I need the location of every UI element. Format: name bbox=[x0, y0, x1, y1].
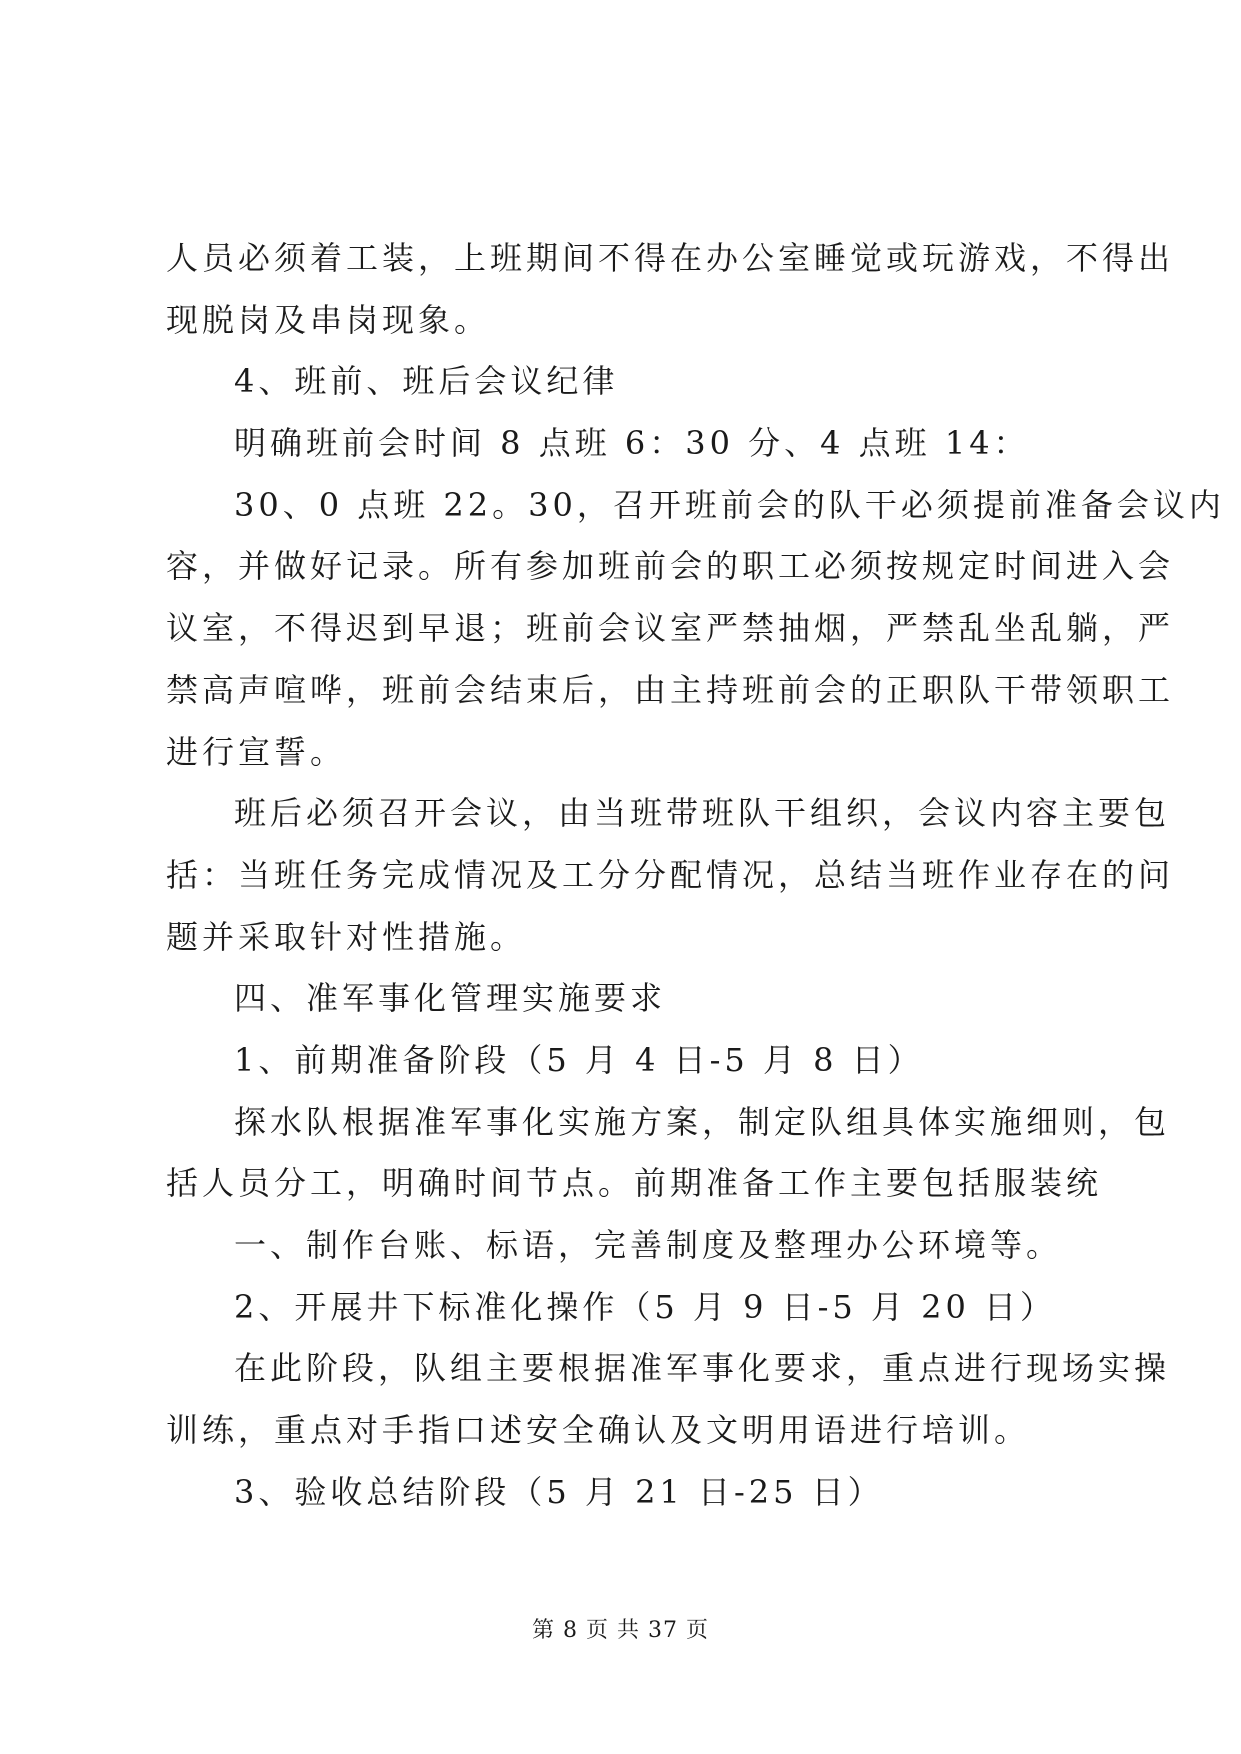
section-heading: 2、开展井下标准化操作（5 月 9 日-5 月 20 日） bbox=[234, 1287, 1057, 1326]
text-line: 禁高声喧哗，班前会结束后，由主持班前会的正职队干带领职工 bbox=[166, 670, 1175, 709]
section-heading: 四、准军事化管理实施要求 bbox=[234, 979, 667, 1018]
text-line: 人员必须着工装，上班期间不得在办公室睡觉或玩游戏，不得出 bbox=[166, 239, 1175, 277]
text-line: 一、制作台账、标语，完善制度及整理办公环境等。 bbox=[234, 1226, 1063, 1264]
section-heading: 3、验收总结阶段（5 月 21 日-25 日） bbox=[234, 1472, 884, 1511]
text-line: 班后必须召开会议，由当班带班队干组织，会议内容主要包 bbox=[234, 794, 1171, 833]
text-line: 现脱岗及串岗现象。 bbox=[166, 300, 491, 339]
text-line: 进行宣誓。 bbox=[166, 732, 347, 771]
section-heading: 4、班前、班后会议纪律 bbox=[234, 362, 619, 401]
text-line: 在此阶段，队组主要根据准军事化要求，重点进行现场实操 bbox=[234, 1349, 1171, 1388]
text-line: 容，并做好记录。所有参加班前会的职工必须按规定时间进入会 bbox=[166, 547, 1175, 586]
text-line: 括：当班任务完成情况及工分分配情况，总结当班作业存在的问 bbox=[166, 855, 1175, 894]
text-line: 题并采取针对性措施。 bbox=[166, 917, 527, 956]
text-line: 议室，不得迟到早退；班前会议室严禁抽烟，严禁乱坐乱躺，严 bbox=[166, 609, 1175, 648]
page-footer: 第 8 页 共 37 页 bbox=[532, 1618, 709, 1643]
text-line: 明确班前会时间 8 点班 6：30 分、4 点班 14： bbox=[234, 424, 1030, 463]
document-body bbox=[166, 228, 1225, 1523]
section-heading: 1、前期准备阶段（5 月 4 日-5 月 8 日） bbox=[234, 1040, 924, 1079]
text-line: 训练，重点对手指口述安全确认及文明用语进行培训。 bbox=[166, 1411, 1031, 1450]
text-line: 30、0 点班 22。30，召开班前会的队干必须提前准备会议内 bbox=[234, 485, 1225, 524]
text-line: 括人员分工，明确时间节点。前期准备工作主要包括服装统 bbox=[166, 1164, 1103, 1203]
text-line: 探水队根据准军事化实施方案，制定队组具体实施细则，包 bbox=[234, 1102, 1171, 1141]
